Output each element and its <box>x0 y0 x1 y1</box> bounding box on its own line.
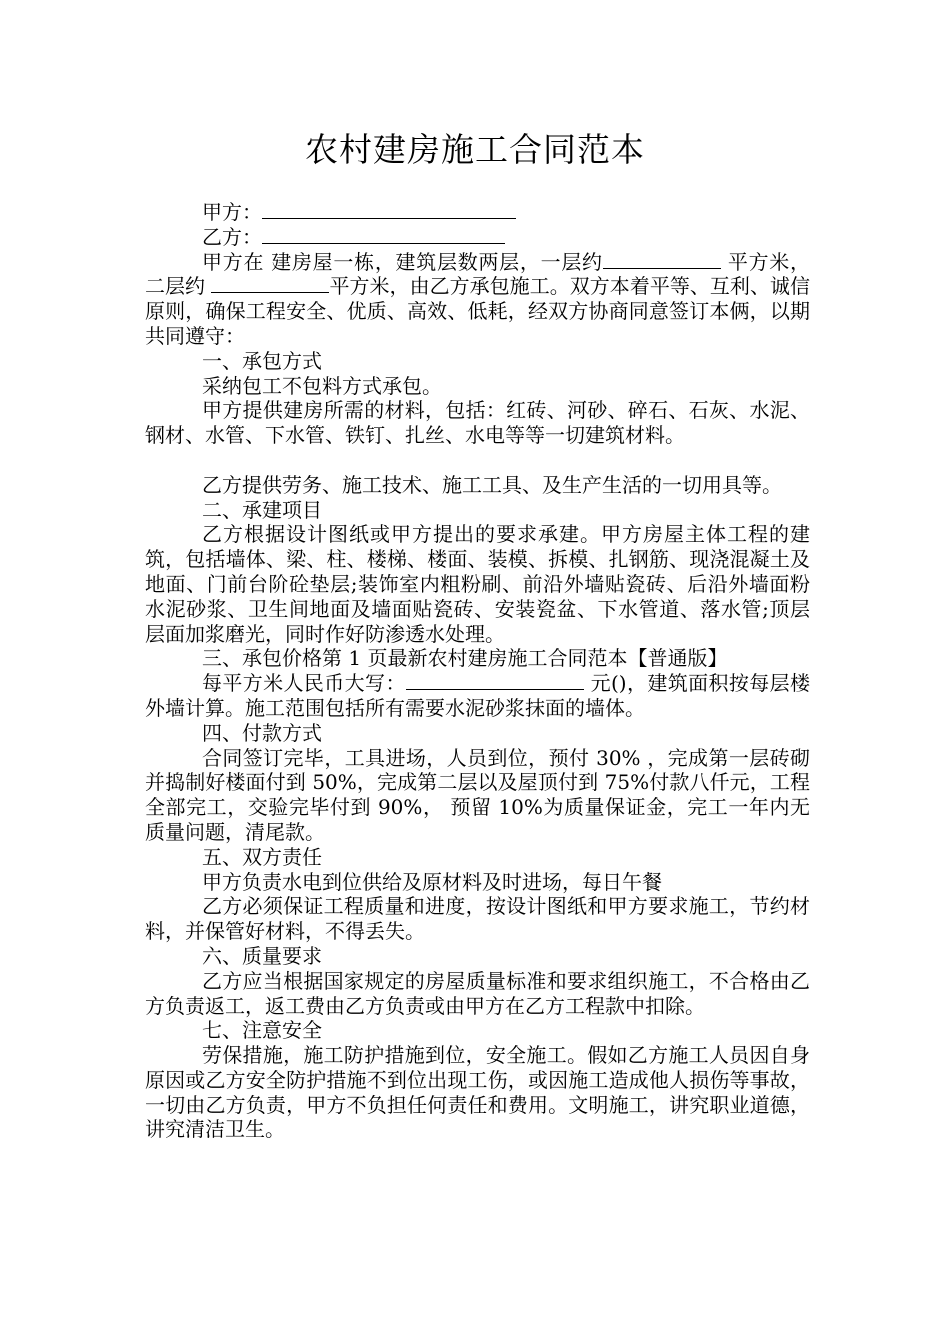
section-1-paragraph-3: 乙方提供劳务、施工技术、施工工具、及生产生活的一切用具等。 <box>202 472 782 497</box>
blank-line <box>145 448 810 473</box>
section-7-heading: 七、注意安全 <box>202 1018 322 1043</box>
party-b-label: 乙方： <box>202 224 262 249</box>
section-5-paragraph-1: 甲方负责水电到位供给及原材料及时进场，每日午餐 <box>202 869 662 894</box>
intro-paragraph <box>145 250 810 349</box>
intro-text-3: 平方米，由乙方承包施工。双方本着平等、互利、诚信原则，确保工程安全、优质、高效、低耗，经双方协商同意签订本俩，以期共同遵守： <box>145 274 811 348</box>
intro-text-2: 平方米，二层约 <box>145 249 811 299</box>
section-2-paragraph-1: 乙方根据设计图纸或甲方提出的要求承建。甲方房屋主体工程的建筑，包括墙体、梁、柱、楼梯、楼面、装模、拆模、扎钢筋、现浇混凝土及地面、门前台阶砼垫层;装饰室内粗粉刷、前沿外墙贴瓷砖、后沿外墙面粉水泥砂浆、卫生间地面及墙面贴瓷砖、安装瓷盆、下水管道、落水管;顶层层面加浆磨光，同时作好防渗透水处理。 <box>145 522 810 646</box>
party-a-label: 甲方： <box>202 200 262 224</box>
document-body <box>145 200 810 1142</box>
party-b-line <box>145 225 810 250</box>
section-1-paragraph-1: 采纳包工不包料方式承包。 <box>202 373 442 398</box>
party-a-line <box>145 200 810 225</box>
section-3-paragraph-1 <box>145 671 810 721</box>
section-1-heading: 一、承包方式 <box>202 348 322 373</box>
floor2-area-blank <box>211 274 329 293</box>
price-blank <box>406 671 584 690</box>
price-label: 每平方米人民币大写： <box>202 671 406 696</box>
section-4-heading: 四、付款方式 <box>202 720 322 745</box>
section-5-heading: 五、双方责任 <box>202 844 322 869</box>
party-b-blank <box>262 225 505 244</box>
document-title: 农村建房施工合同范本 <box>305 130 645 169</box>
section-6-paragraph-1: 乙方应当根据国家规定的房屋质量标准和要求组织施工，不合格由乙方负责返工，返工费由乙方负责或由甲方在乙方工程款中扣除。 <box>145 968 810 1018</box>
section-5-paragraph-2: 乙方必须保证工程质量和进度，按设计图纸和甲方要求施工，节约材料，并保管好材料，不得丢失。 <box>145 894 810 944</box>
section-4-paragraph-1: 合同签订完毕，工具进场，人员到位，预付 30% ，完成第一层砖砌并捣制好楼面付到 50%，完成第二层以及屋顶付到 75%付款八仟元，工程全部完工，交验完毕付到 90%， 预留 10%为质量保证金，完工一年内无质量问题，清尾款。 <box>145 745 810 844</box>
intro-text-1: 甲方在 建房屋一栋，建筑层数两层，一层约 <box>202 249 603 274</box>
price-text: 元()，建筑面积按每层楼外墙计算。施工范围包括所有需要水泥砂浆抹面的墙体。 <box>145 671 810 720</box>
party-a-blank <box>262 200 516 219</box>
section-1-paragraph-2: 甲方提供建房所需的材料，包括：红砖、河砂、碎石、石灰、水泥、钢材、水管、下水管、铁钉、扎丝、水电等等一切建筑材料。 <box>145 398 810 448</box>
section-6-heading: 六、质量要求 <box>202 943 322 968</box>
section-2-heading: 二、承建项目 <box>202 497 322 522</box>
section-3-heading: 三、承包价格第 1 页最新农村建房施工合同范本【普通版】 <box>202 646 728 671</box>
section-7-paragraph-1: 劳保措施，施工防护措施到位，安全施工。假如乙方施工人员因自身原因或乙方安全防护措施不到位出现工伤，或因施工造成他人损伤等事故，一切由乙方负责，甲方不负担任何责任和费用。文明施工，讲究职业道德，讲究清洁卫生。 <box>145 1043 810 1142</box>
floor1-area-blank <box>603 250 721 269</box>
